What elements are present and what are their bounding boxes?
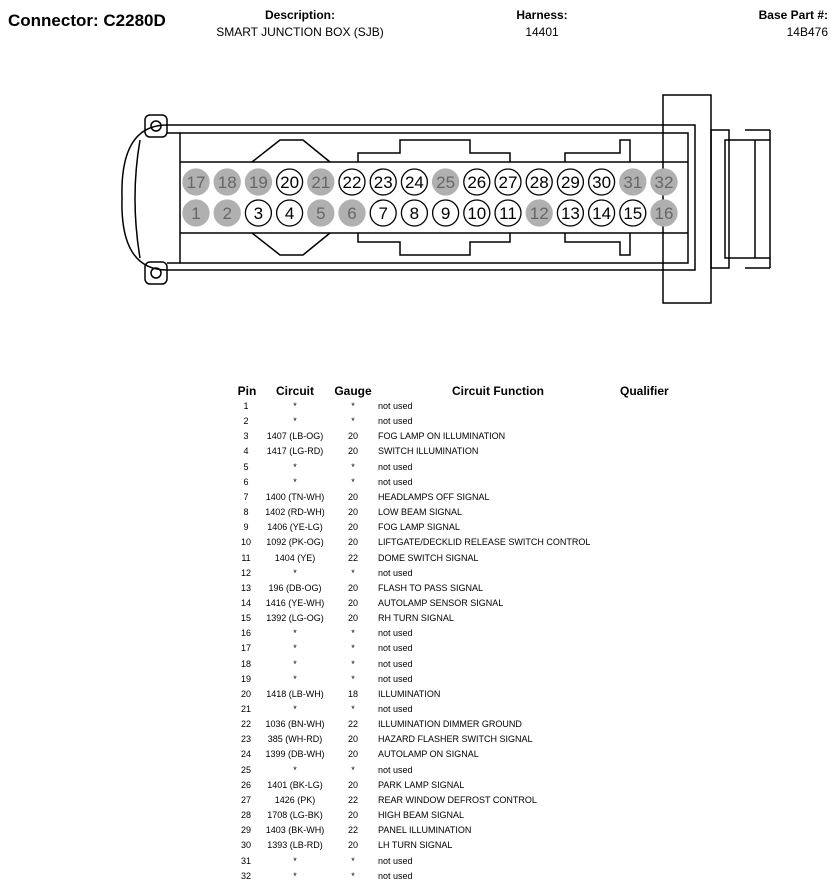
pin-cell: 3 — [243, 431, 249, 442]
pin-label-19: 19 — [248, 173, 268, 192]
function-cell: not used — [378, 673, 413, 684]
function-cell: not used — [378, 461, 413, 472]
gauge-cell: * — [351, 476, 355, 487]
table-row — [0, 553, 831, 568]
table-row — [0, 765, 831, 780]
pin-cell: 15 — [240, 613, 251, 624]
gauge-cell: 22 — [347, 552, 358, 563]
base-part-label: Base Part #: — [758, 8, 828, 22]
circuit-cell: 1417 (LG-RD) — [266, 446, 324, 457]
description-value: SMART JUNCTION BOX (SJB) — [216, 25, 384, 39]
pin-cell: 11 — [241, 552, 251, 563]
pin-cell: 32 — [240, 870, 251, 881]
pin-cell: 6 — [243, 476, 249, 487]
circuit-cell: * — [293, 416, 297, 427]
base-part-block — [730, 8, 828, 39]
function-cell: not used — [378, 476, 413, 487]
description-block — [200, 8, 400, 39]
gauge-cell: * — [351, 628, 355, 639]
pin-layout — [183, 169, 677, 226]
table-row — [0, 416, 831, 431]
function-cell: HEADLAMPS OFF SIGNAL — [378, 491, 490, 502]
pin-label-29: 29 — [560, 173, 580, 192]
gauge-cell: * — [351, 870, 355, 881]
table-row — [0, 795, 831, 810]
function-cell: PARK LAMP SIGNAL — [378, 779, 465, 790]
circuit-cell: 1393 (LB-RD) — [267, 840, 323, 851]
pin-label-26: 26 — [467, 173, 487, 192]
pin-label-7: 7 — [378, 204, 388, 223]
function-cell: RH TURN SIGNAL — [378, 613, 454, 624]
pin-cell: 12 — [240, 567, 251, 578]
pin-label-4: 4 — [284, 204, 295, 223]
function-cell: not used — [378, 643, 413, 654]
function-cell: not used — [378, 567, 413, 578]
gauge-cell: 20 — [347, 749, 358, 760]
circuit-cell: 1036 (BN-WH) — [265, 719, 325, 730]
circuit-cell: * — [293, 643, 297, 654]
gauge-cell: * — [351, 658, 355, 669]
table-row — [0, 522, 831, 537]
pin-label-30: 30 — [592, 173, 612, 192]
pin-label-22: 22 — [342, 173, 362, 192]
function-cell: PANEL ILLUMINATION — [378, 825, 472, 836]
col-header-function: Circuit Function — [452, 384, 544, 398]
pin-cell: 23 — [240, 734, 251, 745]
gauge-cell: 20 — [347, 810, 358, 821]
circuit-cell: * — [293, 401, 297, 411]
pin-cell: 1 — [243, 401, 249, 411]
circuit-cell: 196 (DB-OG) — [268, 582, 322, 593]
gauge-cell: * — [351, 401, 355, 411]
circuit-cell: * — [293, 628, 297, 639]
pin-cell: 31 — [240, 855, 251, 866]
circuit-cell: 1708 (LG-BK) — [267, 810, 323, 821]
table-row — [0, 856, 831, 871]
table-row — [0, 810, 831, 825]
circuit-cell: * — [293, 476, 297, 487]
table-row — [0, 568, 831, 583]
gauge-cell: 20 — [347, 491, 358, 502]
function-cell: not used — [378, 870, 413, 881]
pin-label-25: 25 — [436, 173, 456, 192]
table-row — [0, 628, 831, 643]
circuit-cell: 1404 (YE) — [274, 552, 316, 563]
gauge-cell: 22 — [347, 825, 358, 836]
function-cell: AUTOLAMP SENSOR SIGNAL — [378, 597, 504, 608]
circuit-cell: * — [293, 870, 297, 881]
table-row — [0, 537, 831, 552]
table-row — [0, 780, 831, 795]
circuit-cell: 1092 (PK-OG) — [266, 537, 324, 548]
circuit-cell: 1402 (RD-WH) — [265, 507, 325, 518]
pin-cell: 9 — [243, 522, 249, 533]
connector-title: Connector: C2280D — [8, 11, 166, 30]
function-cell: REAR WINDOW DEFROST CONTROL — [378, 794, 537, 805]
pin-cell: 16 — [240, 628, 251, 639]
gauge-cell: * — [351, 855, 355, 866]
pin-cell: 5 — [243, 461, 249, 472]
circuit-cell: * — [293, 855, 297, 866]
gauge-cell: 20 — [347, 537, 358, 548]
table-row — [0, 492, 831, 507]
table-row — [0, 825, 831, 840]
function-cell: not used — [378, 628, 413, 639]
pin-label-14: 14 — [592, 204, 612, 223]
table-row — [0, 674, 831, 689]
table-row — [0, 583, 831, 598]
function-cell: ILLUMINATION — [378, 688, 441, 699]
pin-label-5: 5 — [316, 204, 326, 223]
gauge-cell: * — [351, 643, 355, 654]
gauge-cell: 20 — [347, 507, 358, 518]
function-cell: not used — [378, 401, 413, 411]
pin-label-17: 17 — [186, 173, 206, 192]
circuit-cell: 1426 (PK) — [274, 794, 316, 805]
pin-cell: 27 — [240, 794, 251, 805]
circuit-cell: * — [293, 658, 297, 669]
table-row — [0, 719, 831, 734]
gauge-cell: * — [351, 704, 355, 714]
function-cell: ILLUMINATION DIMMER GROUND — [378, 719, 522, 730]
connector-housing — [122, 95, 770, 303]
pin-label-21: 21 — [311, 173, 331, 192]
connector-diagram — [0, 90, 831, 310]
circuit-cell: * — [293, 461, 297, 472]
table-row — [0, 446, 831, 461]
pin-cell: 24 — [240, 749, 251, 760]
function-cell: SWITCH ILLUMINATION — [378, 446, 479, 457]
gauge-cell: * — [351, 461, 355, 472]
table-row — [0, 704, 831, 719]
circuit-cell: 1418 (LB-WH) — [266, 688, 324, 699]
function-cell: LIFTGATE/DECKLID RELEASE SWITCH CONTROL — [378, 537, 591, 548]
table-row — [0, 462, 831, 477]
gauge-cell: 20 — [347, 597, 358, 608]
circuit-cell: 1406 (YE-LG) — [267, 522, 323, 533]
circuit-cell: * — [293, 704, 297, 714]
base-part-value: 14B476 — [786, 25, 828, 39]
pin-label-9: 9 — [440, 204, 451, 223]
function-cell: DOME SWITCH SIGNAL — [378, 552, 479, 563]
pin-cell: 30 — [240, 840, 251, 851]
pin-cell: 25 — [240, 764, 251, 775]
circuit-cell: * — [293, 764, 297, 775]
function-cell: not used — [378, 416, 413, 427]
pin-cell: 8 — [243, 507, 249, 518]
pin-label-11: 11 — [499, 204, 517, 223]
function-cell: LH TURN SIGNAL — [378, 840, 453, 851]
function-cell: HAZARD FLASHER SWITCH SIGNAL — [378, 734, 533, 745]
pin-cell: 17 — [240, 643, 251, 654]
gauge-cell: * — [351, 416, 355, 427]
pin-label-6: 6 — [347, 204, 357, 223]
circuit-cell: 385 (WH-RD) — [267, 734, 323, 745]
table-row — [0, 840, 831, 855]
gauge-cell: 20 — [347, 431, 358, 442]
table-row — [0, 431, 831, 446]
pin-label-2: 2 — [222, 204, 232, 223]
gauge-cell: 18 — [347, 688, 358, 699]
pin-cell: 13 — [240, 582, 251, 593]
function-cell: not used — [378, 855, 413, 866]
pin-label-32: 32 — [654, 173, 674, 192]
gauge-cell: 20 — [347, 840, 358, 851]
pin-cell: 10 — [240, 537, 251, 548]
gauge-cell: 20 — [347, 446, 358, 457]
function-cell: not used — [378, 704, 413, 714]
function-cell: FOG LAMP ON ILLUMINATION — [378, 431, 506, 442]
gauge-cell: 20 — [347, 734, 358, 745]
pin-label-1: 1 — [191, 204, 201, 223]
function-cell: HIGH BEAM SIGNAL — [378, 810, 465, 821]
col-header-qualifier: Qualifier — [620, 384, 669, 398]
pin-cell: 26 — [240, 779, 251, 790]
pin-label-12: 12 — [529, 204, 549, 223]
circuit-cell: 1401 (BK-LG) — [267, 779, 323, 790]
col-header-circuit: Circuit — [275, 384, 314, 398]
gauge-cell: * — [351, 764, 355, 775]
mounting-ear-bottom — [145, 262, 167, 284]
gauge-cell: 22 — [347, 719, 358, 730]
table-row — [0, 507, 831, 522]
function-cell: FOG LAMP SIGNAL — [378, 522, 460, 533]
function-cell: LOW BEAM SIGNAL — [378, 507, 463, 518]
table-row — [0, 749, 831, 764]
pin-label-18: 18 — [217, 173, 237, 192]
circuit-cell: * — [293, 673, 297, 684]
pin-label-13: 13 — [560, 204, 580, 223]
circuit-cell: * — [293, 567, 297, 578]
col-header-pin: Pin — [237, 384, 257, 398]
pin-label-31: 31 — [623, 173, 643, 192]
pin-label-23: 23 — [373, 173, 393, 192]
table-row — [0, 598, 831, 613]
function-cell: not used — [378, 658, 413, 669]
function-cell: AUTOLAMP ON SIGNAL — [378, 749, 479, 760]
pin-label-10: 10 — [467, 204, 487, 223]
table-row — [0, 871, 831, 886]
circuit-cell: 1392 (LG-OG) — [266, 613, 324, 624]
gauge-cell: 20 — [347, 522, 358, 533]
pin-cell: 19 — [240, 673, 251, 684]
harness-label: Harness: — [516, 8, 568, 22]
pin-label-28: 28 — [529, 173, 549, 192]
pin-cell: 29 — [240, 825, 251, 836]
pin-cell: 20 — [240, 688, 251, 699]
circuit-cell: 1400 (TN-WH) — [265, 491, 325, 502]
pin-label-8: 8 — [409, 204, 420, 223]
circuit-cell: 1399 (DB-WH) — [265, 749, 325, 760]
pin-cell: 4 — [243, 446, 249, 457]
circuit-cell: 1407 (LB-OG) — [266, 431, 324, 442]
pin-cell: 22 — [240, 719, 251, 730]
harness-block — [492, 8, 592, 39]
harness-value: 14401 — [525, 25, 559, 39]
gauge-cell: 20 — [347, 613, 358, 624]
pin-label-16: 16 — [654, 204, 674, 223]
table-row — [0, 643, 831, 658]
gauge-cell: 20 — [347, 582, 358, 593]
gauge-cell: 22 — [347, 794, 358, 805]
circuit-cell: 1403 (BK-WH) — [265, 825, 325, 836]
pin-label-15: 15 — [623, 204, 643, 223]
table-row — [0, 689, 831, 704]
pin-label-20: 20 — [280, 173, 300, 192]
pin-cell: 21 — [240, 704, 251, 714]
circuit-cell: 1416 (YE-WH) — [265, 597, 325, 608]
table-row — [0, 613, 831, 628]
pin-label-3: 3 — [253, 204, 264, 223]
table-row — [0, 659, 831, 674]
pin-cell: 2 — [243, 416, 249, 427]
pin-label-27: 27 — [498, 173, 518, 192]
pin-cell: 28 — [240, 810, 251, 821]
gauge-cell: 20 — [347, 779, 358, 790]
table-row — [0, 401, 831, 416]
pin-cell: 14 — [240, 597, 251, 608]
pin-cell: 18 — [240, 658, 251, 669]
table-row — [0, 477, 831, 492]
gauge-cell: * — [351, 567, 355, 578]
col-header-gauge: Gauge — [334, 384, 372, 398]
pin-cell: 7 — [243, 491, 249, 502]
description-label: Description: — [264, 8, 335, 22]
table-row — [0, 734, 831, 749]
pin-label-24: 24 — [404, 173, 424, 192]
function-cell: not used — [378, 764, 413, 775]
gauge-cell: * — [351, 673, 355, 684]
function-cell: FLASH TO PASS SIGNAL — [378, 582, 484, 593]
